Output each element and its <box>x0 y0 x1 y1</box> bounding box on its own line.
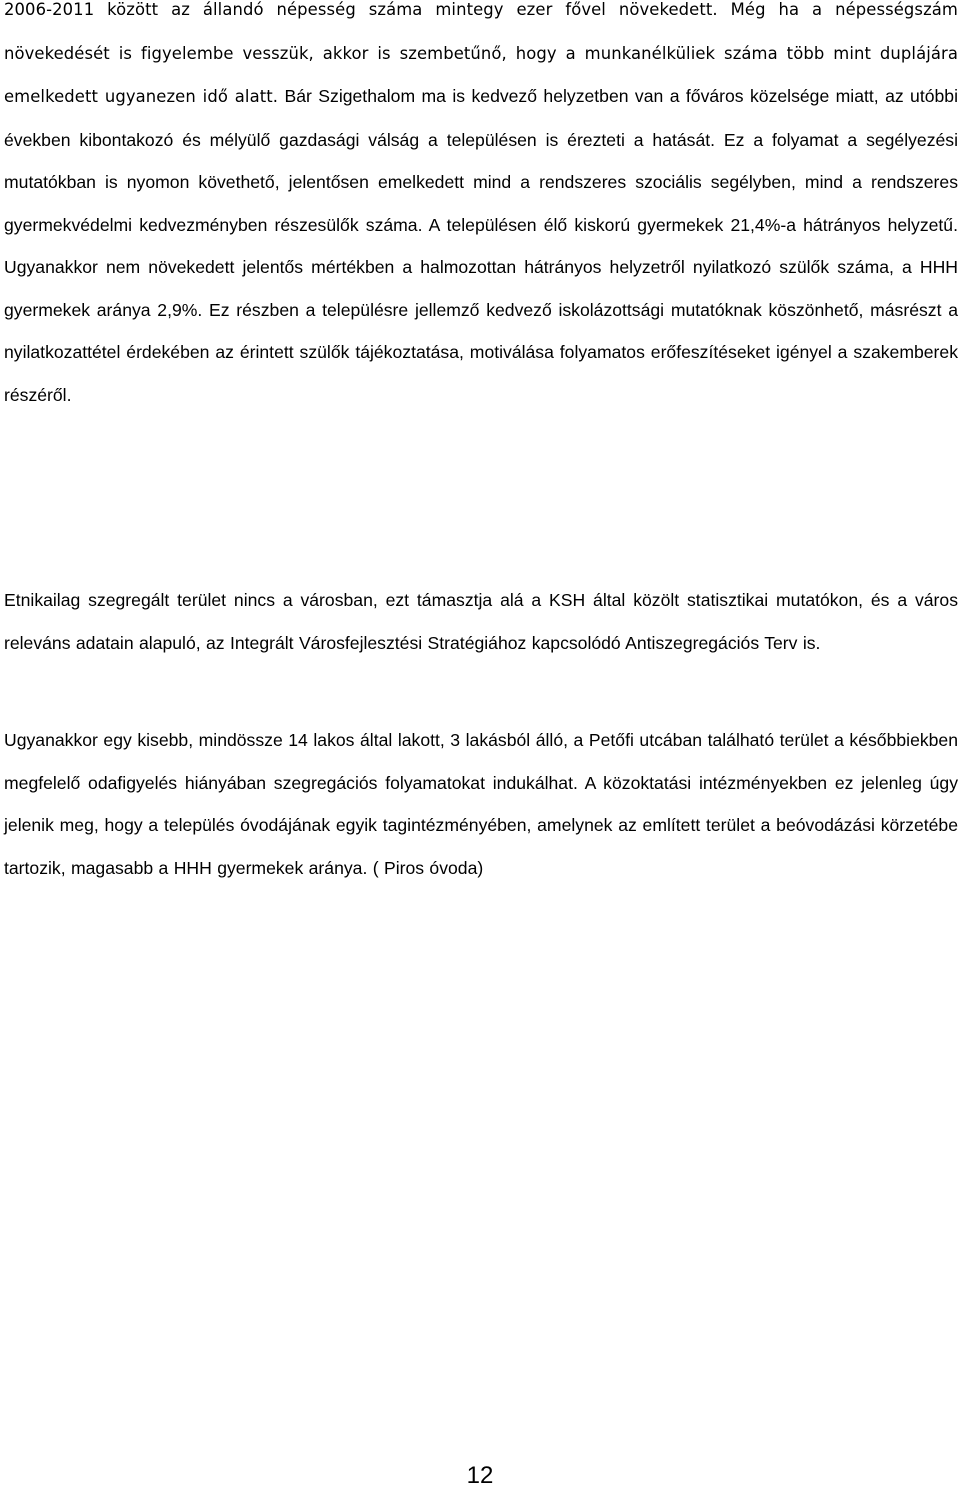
paragraph-text-segment-3: Ez a folyamat a segélyezési mutatókban is nyomon követhető, jelentősen emelkedett mind a rendszeres szociális segélyben, mind a rendszeres gyermekvédelmi kedvezményben részesülők száma. A településen élő kiskorú gyermekek 21,4%-a hátrányos helyzetű. Ugyanakkor nem növekedett jelentős mértékben a halmozottan hátrányos helyzetről nyilatkozó szülők száma, a HHH gyermekek aránya 2,9%. Ez részben a településre jellemző kedvező iskolázottsági mutatóknak köszönhető, másrészt a nyilatkozattétel érdekében az érintett szülők tájékoztatása, motiválása folyamatos erőfeszítéseket igényel a szakemberek részéről. <box>4 129 958 405</box>
paragraph-petofi-street-area: Ugyanakkor egy kisebb, mindössze 14 lakos által lakott, 3 lakásból álló, a Petőfi utcában található terület a későbbiekben megfelelő odafigyelés hiányában szegregációs folyamatokat indukálhat. A közoktatási intézményekben ez jelenleg úgy jelenik meg, hogy a település óvodájának egyik tagintézményében, amelynek az említett terület a beóvodázási körzetébe tartozik, magasabb a HHH gyermekek aránya. ( Piros óvoda) <box>4 730 958 878</box>
paragraph-text-segment-1: 2006-2011 között az állandó népesség száma mintegy ezer fővel növekedett. Még ha a népességszám növekedését is figyelembe vesszük, akkor is szembetűnő, hogy a munkanélküliek száma több mint duplájára emelkedett ugyanezen idő alatt. <box>4 0 958 106</box>
page-number: 12 <box>466 1462 494 1489</box>
paragraph-text-segment-2: Bár Szigethalom ma is kedvező helyzetben van a főváros közelsége miatt, az utóbbi években kibontakozó és mélyülő gazdasági válság a településen is érezteti a hatását. <box>4 86 958 150</box>
paragraph-population-unemployment <box>4 0 958 416</box>
paragraph-ethnic-segregation: Etnikailag szegregált terület nincs a városban, ezt támasztja alá a KSH által közölt statisztikai mutatókon, és a város releváns adatain alapuló, az Integrált Városfejlesztési Stratégiához kapcsolódó Antiszegregációs Terv is. <box>4 590 958 653</box>
